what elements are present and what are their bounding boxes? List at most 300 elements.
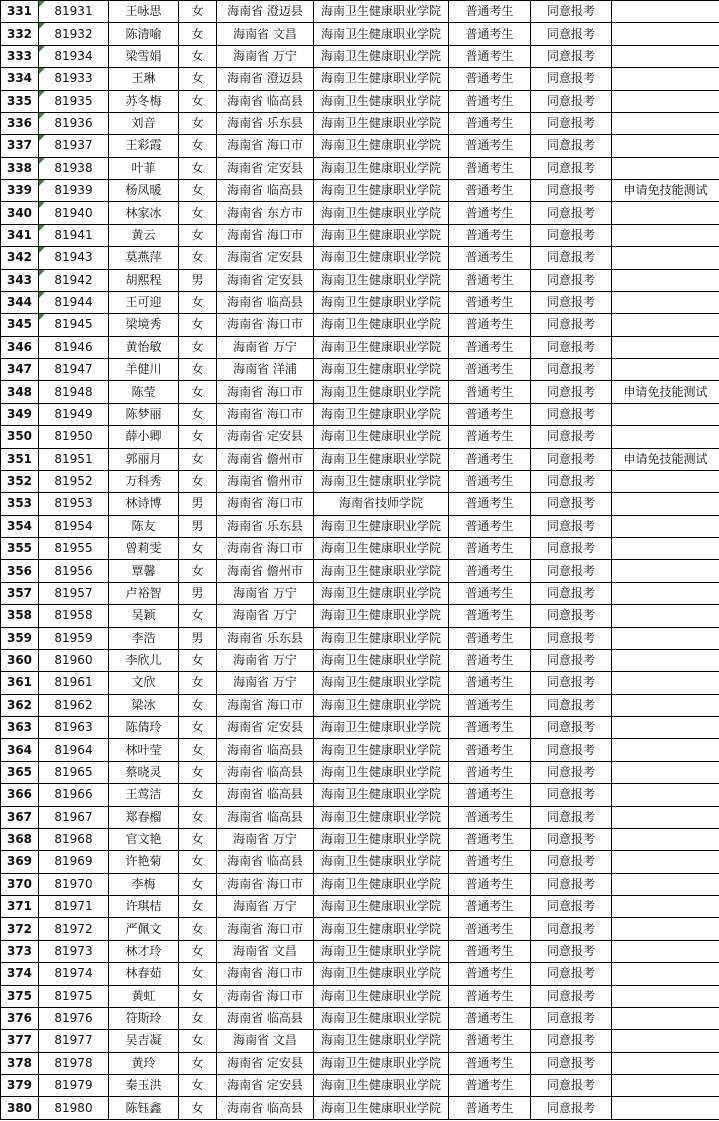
applicant-name-cell: 李浩 [109, 627, 179, 649]
note-cell [612, 672, 719, 694]
city-text: 万宁 [272, 653, 297, 668]
gender-cell: 女 [179, 717, 217, 739]
applicant-id-cell: 81944 [39, 291, 109, 313]
applicant-id-cell: 81953 [39, 493, 109, 515]
province-text: 海南省 [233, 832, 270, 847]
applicant-name-cell: 曾莉雯 [109, 538, 179, 560]
applicant-id-cell: 81978 [39, 1052, 109, 1074]
gender-cell: 女 [179, 291, 217, 313]
province-text: 海南省 [227, 71, 264, 86]
school-cell: 海南卫生健康职业学院 [314, 896, 449, 918]
gender-cell: 女 [179, 23, 217, 45]
status-cell: 同意报考 [531, 336, 612, 358]
table-row [1, 45, 719, 67]
province-text: 海南省 [233, 675, 270, 690]
gender-cell: 女 [179, 918, 217, 940]
table-row [1, 985, 719, 1007]
applicant-type-cell: 普通考生 [449, 806, 531, 828]
table-row [1, 739, 719, 761]
note-cell [612, 649, 719, 671]
gender-cell: 女 [179, 336, 217, 358]
province-text: 海南省 [227, 921, 264, 936]
row-number-cell: 333 [1, 45, 39, 67]
table-row [1, 515, 719, 537]
applicant-type-cell: 普通考生 [449, 605, 531, 627]
city-text: 文昌 [272, 26, 297, 41]
gender-cell: 女 [179, 202, 217, 224]
province-text: 海南省 [227, 384, 264, 399]
applicant-name-cell: 王可迎 [109, 291, 179, 313]
applicant-id-cell: 81947 [39, 359, 109, 381]
status-cell: 同意报考 [531, 291, 612, 313]
applicant-id-cell: 81936 [39, 112, 109, 134]
province-text: 海南省 [227, 563, 264, 578]
row-number-cell: 367 [1, 806, 39, 828]
table-row [1, 940, 719, 962]
note-cell [612, 828, 719, 850]
applicant-id-cell: 81955 [39, 538, 109, 560]
city-text: 海口市 [266, 966, 303, 981]
school-cell: 海南卫生健康职业学院 [314, 851, 449, 873]
city-text: 定安县 [266, 160, 303, 175]
row-number-cell: 373 [1, 940, 39, 962]
applicant-id-cell: 81931 [39, 1, 109, 23]
applicant-name-cell: 林春茹 [109, 963, 179, 985]
gender-cell: 男 [179, 515, 217, 537]
applicant-type-cell: 普通考生 [449, 135, 531, 157]
school-cell: 海南卫生健康职业学院 [314, 1052, 449, 1074]
province-text: 海南省 [227, 4, 264, 19]
note-cell [612, 1007, 719, 1029]
gender-cell: 男 [179, 627, 217, 649]
applicant-name-cell: 黄玲 [109, 1052, 179, 1074]
school-cell: 海南卫生健康职业学院 [314, 784, 449, 806]
applicant-type-cell: 普通考生 [449, 426, 531, 448]
note-cell [612, 68, 719, 90]
table-row [1, 627, 719, 649]
applicant-name-cell: 许艳菊 [109, 851, 179, 873]
applicant-name-cell: 薛小卿 [109, 426, 179, 448]
region-cell [217, 381, 314, 403]
row-number-cell: 372 [1, 918, 39, 940]
applicant-id-cell: 81965 [39, 761, 109, 783]
province-text: 海南省 [227, 764, 264, 779]
applicant-id-cell: 81940 [39, 202, 109, 224]
status-cell: 同意报考 [531, 1075, 612, 1097]
status-cell: 同意报考 [531, 918, 612, 940]
school-cell: 海南卫生健康职业学院 [314, 963, 449, 985]
applicant-type-cell: 普通考生 [449, 224, 531, 246]
province-text: 海南省 [227, 406, 264, 421]
applicant-id-cell: 81964 [39, 739, 109, 761]
applicant-type-cell: 普通考生 [449, 515, 531, 537]
province-text: 海南省 [227, 227, 264, 242]
row-number-cell: 347 [1, 359, 39, 381]
status-cell: 同意报考 [531, 448, 612, 470]
applicant-type-cell: 普通考生 [449, 291, 531, 313]
row-number-cell: 353 [1, 493, 39, 515]
city-text: 儋州市 [266, 563, 303, 578]
note-cell [612, 1075, 719, 1097]
applicant-id-cell: 81957 [39, 582, 109, 604]
row-number-cell: 348 [1, 381, 39, 403]
province-text: 海南省 [227, 1011, 264, 1026]
applicant-type-cell: 普通考生 [449, 1, 531, 23]
applicant-id-cell: 81949 [39, 403, 109, 425]
city-text: 文昌 [272, 1033, 297, 1048]
gender-cell: 女 [179, 470, 217, 492]
applicant-type-cell: 普通考生 [449, 359, 531, 381]
table-row [1, 828, 719, 850]
city-text: 海口市 [266, 317, 303, 332]
table-row [1, 359, 719, 381]
applicant-type-cell: 普通考生 [449, 269, 531, 291]
applicant-name-cell: 梁冰 [109, 694, 179, 716]
applicant-name-cell: 黄虹 [109, 985, 179, 1007]
applicant-type-cell: 普通考生 [449, 828, 531, 850]
table-row [1, 717, 719, 739]
applicant-name-cell: 文欣 [109, 672, 179, 694]
applicant-name-cell: 胡熙程 [109, 269, 179, 291]
status-cell: 同意报考 [531, 828, 612, 850]
city-text: 临高县 [266, 787, 303, 802]
gender-cell: 女 [179, 605, 217, 627]
region-cell [217, 1052, 314, 1074]
city-text: 海口市 [266, 496, 303, 511]
applicant-name-cell: 黄怡敏 [109, 336, 179, 358]
row-number-cell: 363 [1, 717, 39, 739]
table-row [1, 1052, 719, 1074]
status-cell: 同意报考 [531, 784, 612, 806]
row-number-cell: 365 [1, 761, 39, 783]
table-row [1, 448, 719, 470]
applicant-id-cell: 81977 [39, 1030, 109, 1052]
city-text: 定安县 [266, 272, 303, 287]
region-cell [217, 314, 314, 336]
table-row [1, 135, 719, 157]
region-cell [217, 493, 314, 515]
city-text: 洋浦 [272, 362, 297, 377]
applicant-id-cell: 81938 [39, 157, 109, 179]
gender-cell: 女 [179, 851, 217, 873]
applicant-name-cell: 陈友 [109, 515, 179, 537]
status-cell: 同意报考 [531, 582, 612, 604]
gender-cell: 女 [179, 1052, 217, 1074]
province-text: 海南省 [227, 1055, 264, 1070]
province-text: 海南省 [233, 48, 270, 63]
applicant-name-cell: 吴颖 [109, 605, 179, 627]
row-number-cell: 356 [1, 560, 39, 582]
table-row [1, 426, 719, 448]
row-number-cell: 334 [1, 68, 39, 90]
city-text: 海口市 [266, 227, 303, 242]
row-number-cell: 350 [1, 426, 39, 448]
note-cell [612, 426, 719, 448]
province-text: 海南省 [227, 116, 264, 131]
province-text: 海南省 [227, 451, 264, 466]
applicant-type-cell: 普通考生 [449, 202, 531, 224]
note-cell [612, 493, 719, 515]
region-cell [217, 1, 314, 23]
city-text: 万宁 [272, 899, 297, 914]
region-cell [217, 157, 314, 179]
province-text: 海南省 [227, 272, 264, 287]
applicant-type-cell: 普通考生 [449, 336, 531, 358]
applicant-type-cell: 普通考生 [449, 873, 531, 895]
region-cell [217, 90, 314, 112]
note-cell [612, 851, 719, 873]
table-row [1, 1007, 719, 1029]
row-number-cell: 351 [1, 448, 39, 470]
row-number-cell: 368 [1, 828, 39, 850]
note-cell [612, 761, 719, 783]
school-cell: 海南卫生健康职业学院 [314, 269, 449, 291]
note-cell [612, 359, 719, 381]
applicant-id-cell: 81976 [39, 1007, 109, 1029]
city-text: 乐东县 [266, 630, 303, 645]
status-cell: 同意报考 [531, 940, 612, 962]
table-row [1, 1, 719, 23]
province-text: 海南省 [227, 138, 264, 153]
note-cell [612, 515, 719, 537]
gender-cell: 女 [179, 560, 217, 582]
table-row [1, 605, 719, 627]
row-number-cell: 342 [1, 247, 39, 269]
row-number-cell: 339 [1, 180, 39, 202]
city-text: 定安县 [266, 1078, 303, 1093]
table-row [1, 90, 719, 112]
gender-cell: 女 [179, 940, 217, 962]
note-cell [612, 739, 719, 761]
status-cell: 同意报考 [531, 403, 612, 425]
applicant-name-cell: 万科秀 [109, 470, 179, 492]
school-cell: 海南卫生健康职业学院 [314, 761, 449, 783]
school-cell: 海南卫生健康职业学院 [314, 180, 449, 202]
note-cell [612, 224, 719, 246]
city-text: 临高县 [266, 1011, 303, 1026]
row-number-cell: 345 [1, 314, 39, 336]
school-cell: 海南卫生健康职业学院 [314, 247, 449, 269]
status-cell: 同意报考 [531, 314, 612, 336]
region-cell [217, 717, 314, 739]
row-number-cell: 364 [1, 739, 39, 761]
note-cell [612, 560, 719, 582]
status-cell: 同意报考 [531, 851, 612, 873]
status-cell: 同意报考 [531, 873, 612, 895]
province-text: 海南省 [227, 876, 264, 891]
city-text: 临高县 [266, 764, 303, 779]
school-cell: 海南卫生健康职业学院 [314, 470, 449, 492]
region-cell [217, 336, 314, 358]
applicant-id-cell: 81933 [39, 68, 109, 90]
note-cell [612, 157, 719, 179]
status-cell: 同意报考 [531, 247, 612, 269]
province-text: 海南省 [227, 988, 264, 1003]
city-text: 定安县 [266, 720, 303, 735]
status-cell: 同意报考 [531, 112, 612, 134]
school-cell: 海南卫生健康职业学院 [314, 448, 449, 470]
status-cell: 同意报考 [531, 896, 612, 918]
gender-cell: 女 [179, 135, 217, 157]
region-cell [217, 963, 314, 985]
gender-cell: 女 [179, 314, 217, 336]
row-number-cell: 374 [1, 963, 39, 985]
applicant-type-cell: 普通考生 [449, 180, 531, 202]
note-cell [612, 963, 719, 985]
gender-cell: 女 [179, 1097, 217, 1119]
table-row [1, 649, 719, 671]
applicant-id-cell: 81968 [39, 828, 109, 850]
applicant-type-cell: 普通考生 [449, 23, 531, 45]
table-row [1, 23, 719, 45]
school-cell: 海南卫生健康职业学院 [314, 112, 449, 134]
applicant-id-cell: 81969 [39, 851, 109, 873]
status-cell: 同意报考 [531, 605, 612, 627]
city-text: 海口市 [266, 384, 303, 399]
gender-cell: 女 [179, 985, 217, 1007]
applicant-type-cell: 普通考生 [449, 112, 531, 134]
region-cell [217, 23, 314, 45]
status-cell: 同意报考 [531, 739, 612, 761]
school-cell: 海南卫生健康职业学院 [314, 291, 449, 313]
school-cell: 海南卫生健康职业学院 [314, 1007, 449, 1029]
region-cell [217, 1097, 314, 1119]
region-cell [217, 202, 314, 224]
region-cell [217, 940, 314, 962]
row-number-cell: 335 [1, 90, 39, 112]
note-cell [612, 90, 719, 112]
school-cell: 海南卫生健康职业学院 [314, 135, 449, 157]
row-number-cell: 344 [1, 291, 39, 313]
province-text: 海南省 [227, 720, 264, 735]
applicant-type-cell: 普通考生 [449, 493, 531, 515]
note-cell [612, 1, 719, 23]
applicant-type-cell: 普通考生 [449, 1052, 531, 1074]
note-cell [612, 23, 719, 45]
status-cell: 同意报考 [531, 45, 612, 67]
city-text: 临高县 [266, 742, 303, 757]
table-row [1, 314, 719, 336]
status-cell: 同意报考 [531, 627, 612, 649]
region-cell [217, 739, 314, 761]
status-cell: 同意报考 [531, 224, 612, 246]
row-number-cell: 341 [1, 224, 39, 246]
table-row [1, 247, 719, 269]
note-cell [612, 45, 719, 67]
applicant-type-cell: 普通考生 [449, 717, 531, 739]
school-cell: 海南卫生健康职业学院 [314, 694, 449, 716]
status-cell: 同意报考 [531, 1097, 612, 1119]
note-cell [612, 314, 719, 336]
school-cell: 海南卫生健康职业学院 [314, 940, 449, 962]
gender-cell: 女 [179, 963, 217, 985]
note-cell [612, 538, 719, 560]
city-text: 海口市 [266, 876, 303, 891]
status-cell: 同意报考 [531, 1052, 612, 1074]
applicant-name-cell: 覃馨 [109, 560, 179, 582]
table-row [1, 269, 719, 291]
status-cell: 同意报考 [531, 381, 612, 403]
region-cell [217, 448, 314, 470]
applicant-name-cell: 李欣儿 [109, 649, 179, 671]
school-cell: 海南卫生健康职业学院 [314, 381, 449, 403]
gender-cell: 女 [179, 1075, 217, 1097]
school-cell: 海南卫生健康职业学院 [314, 605, 449, 627]
applicant-type-cell: 普通考生 [449, 896, 531, 918]
table-row [1, 493, 719, 515]
region-cell [217, 247, 314, 269]
row-number-cell: 366 [1, 784, 39, 806]
table-body [1, 1, 719, 1120]
applicant-name-cell: 叶菲 [109, 157, 179, 179]
applicant-id-cell: 81958 [39, 605, 109, 627]
region-cell [217, 828, 314, 850]
table-row [1, 582, 719, 604]
note-cell [612, 694, 719, 716]
applicant-id-cell: 81946 [39, 336, 109, 358]
table-row [1, 538, 719, 560]
city-text: 海口市 [266, 406, 303, 421]
row-number-cell: 376 [1, 1007, 39, 1029]
city-text: 临高县 [266, 1100, 303, 1115]
status-cell: 同意报考 [531, 23, 612, 45]
city-text: 临高县 [266, 183, 303, 198]
gender-cell: 女 [179, 224, 217, 246]
applicant-type-cell: 普通考生 [449, 672, 531, 694]
city-text: 澄迈县 [266, 4, 303, 19]
row-number-cell: 357 [1, 582, 39, 604]
applicant-name-cell: 郑春榴 [109, 806, 179, 828]
school-cell: 海南卫生健康职业学院 [314, 515, 449, 537]
city-text: 临高县 [266, 295, 303, 310]
applicant-type-cell: 普通考生 [449, 582, 531, 604]
applicant-name-cell: 陈倩玲 [109, 717, 179, 739]
note-cell [612, 291, 719, 313]
status-cell: 同意报考 [531, 426, 612, 448]
province-text: 海南省 [227, 697, 264, 712]
gender-cell: 女 [179, 873, 217, 895]
city-text: 万宁 [272, 585, 297, 600]
gender-cell: 女 [179, 784, 217, 806]
row-number-cell: 331 [1, 1, 39, 23]
school-cell: 海南卫生健康职业学院 [314, 717, 449, 739]
applicant-id-cell: 81959 [39, 627, 109, 649]
region-cell [217, 851, 314, 873]
row-number-cell: 337 [1, 135, 39, 157]
school-cell: 海南卫生健康职业学院 [314, 157, 449, 179]
school-cell: 海南卫生健康职业学院 [314, 985, 449, 1007]
region-cell [217, 605, 314, 627]
city-text: 临高县 [266, 93, 303, 108]
note-cell [612, 717, 719, 739]
table-row [1, 157, 719, 179]
province-text: 海南省 [233, 26, 270, 41]
gender-cell: 女 [179, 896, 217, 918]
note-cell [612, 336, 719, 358]
gender-cell: 女 [179, 649, 217, 671]
table-row [1, 1075, 719, 1097]
row-number-cell: 377 [1, 1030, 39, 1052]
status-cell: 同意报考 [531, 672, 612, 694]
applicant-id-cell: 81960 [39, 649, 109, 671]
table-row [1, 806, 719, 828]
region-cell [217, 1075, 314, 1097]
applicant-id-cell: 81975 [39, 985, 109, 1007]
status-cell: 同意报考 [531, 649, 612, 671]
province-text: 海南省 [233, 362, 270, 377]
gender-cell: 女 [179, 761, 217, 783]
applicant-id-cell: 81934 [39, 45, 109, 67]
